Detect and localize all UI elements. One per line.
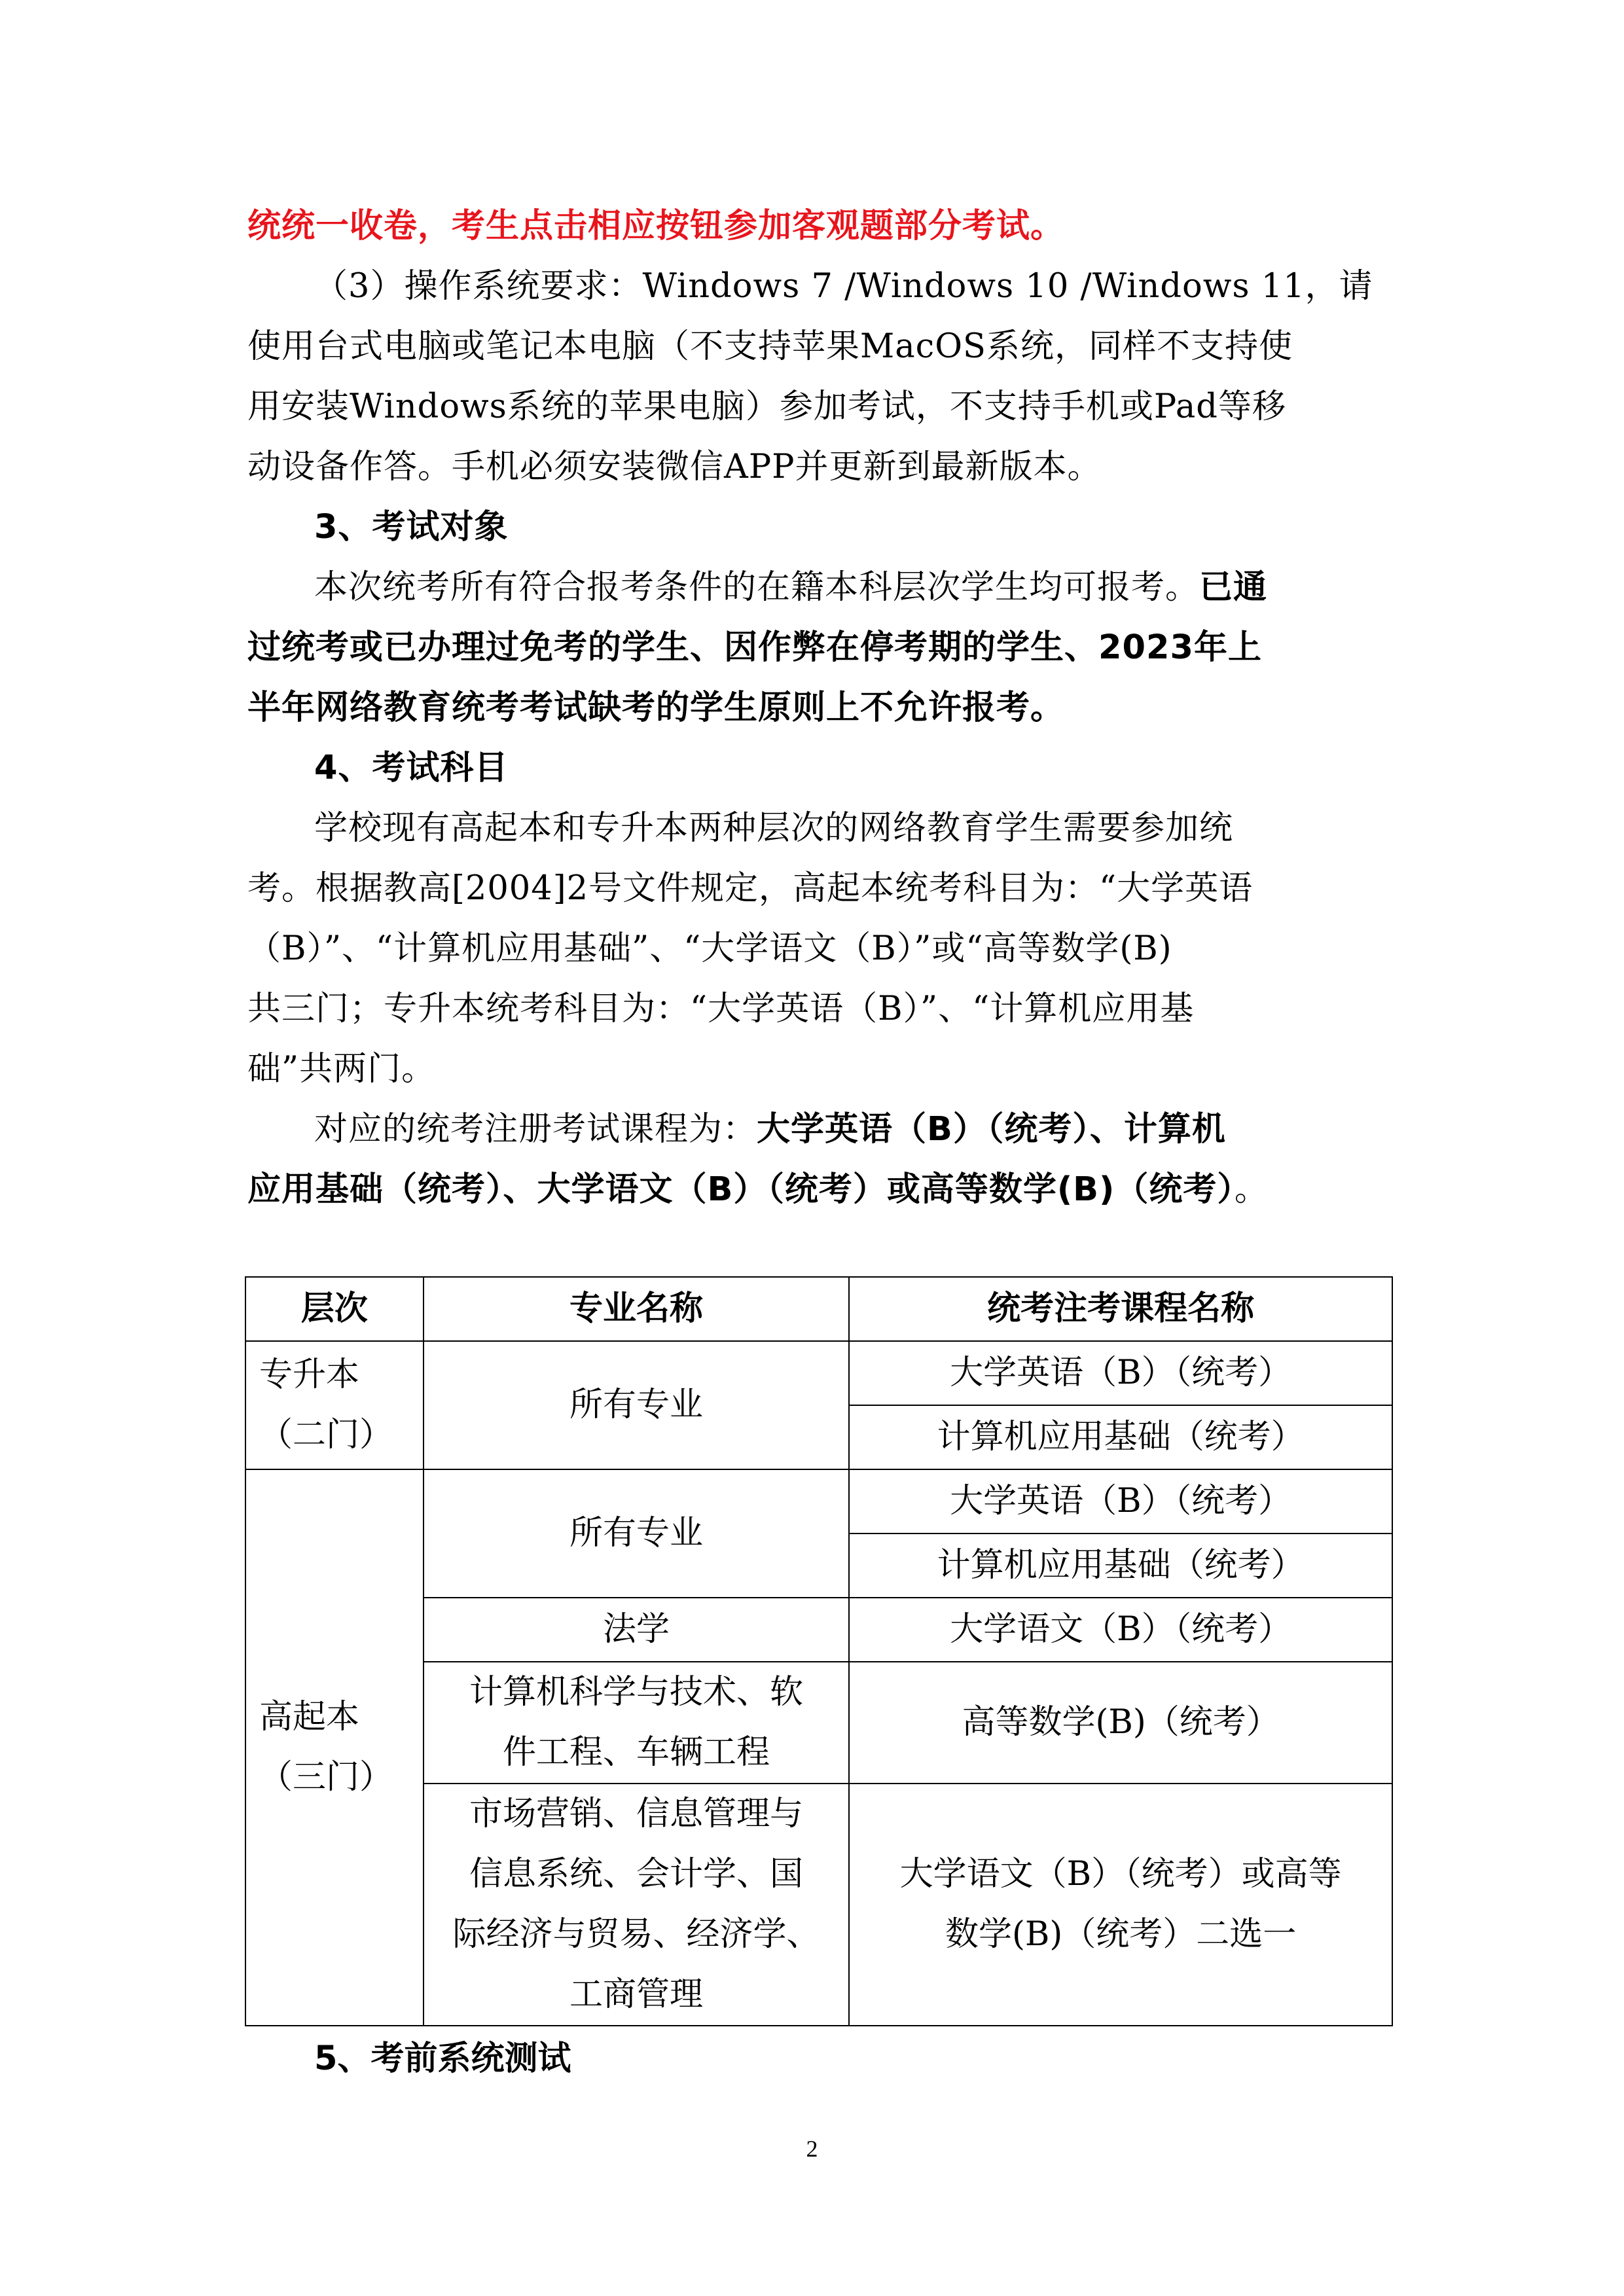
major-biz-line-1: 市场营销、信息管理与	[469, 1795, 804, 1833]
section-3-para-line-1	[247, 558, 1390, 618]
course-chinese: 大学语文（B）（统考）	[849, 1598, 1392, 1662]
course-choice-line-2: 数学(B)（统考）二选一	[945, 1915, 1297, 1954]
course-english-gqb: 大学英语（B）（统考）	[849, 1469, 1392, 1534]
section-4-bold-text-1: 大学英语（B）（统考）、计算机	[757, 1110, 1226, 1149]
os-requirement-line-4: 动设备作答。手机必须安装微信APP并更新到最新版本。	[247, 448, 1102, 486]
section-4-bold-text-2: 应用基础（统考）、大学语文（B）（统考）或高等数学(B)（统考）	[247, 1170, 1235, 1209]
course-choice	[849, 1784, 1392, 2026]
level-count: （二门）	[259, 1416, 393, 1454]
major-law: 法学	[424, 1598, 850, 1662]
table-header-row	[245, 1277, 1392, 1341]
major-biz-line-2: 信息系统、会计学、国	[469, 1855, 804, 1893]
major-all-gqb: 所有专业	[424, 1469, 850, 1598]
major-biz-group	[424, 1784, 850, 2026]
section-3-heading: 3、考试对象	[314, 508, 509, 547]
major-biz-line-4: 工商管理	[569, 1975, 704, 2014]
major-cs-group	[424, 1662, 850, 1784]
section-4-para-line-2: 考。根据教高[2004]2号文件规定，高起本统考科目为：“大学英语	[247, 869, 1254, 908]
section-5-heading: 5、考前系统测试	[314, 2039, 571, 2078]
body-text	[247, 196, 1390, 1220]
course-computer-zsb: 计算机应用基础（统考）	[849, 1405, 1392, 1469]
level-zhuanshengben	[245, 1341, 424, 1469]
section-4-period: 。	[1234, 1170, 1269, 1209]
section-4-para-line-5: 础”共两门。	[247, 1050, 436, 1088]
header-course: 统考注考课程名称	[849, 1277, 1392, 1341]
course-english-zsb: 大学英语（B）（统考）	[849, 1341, 1392, 1405]
notice-line-red: 统统一收卷，考生点击相应按钮参加客观题部分考试。	[247, 207, 1065, 245]
section-4-para-line-1: 学校现有高起本和专升本两种层次的网络教育学生需要参加统	[314, 809, 1234, 848]
major-cs-line-2: 件工程、车辆工程	[503, 1733, 770, 1772]
level-gaoqiben	[245, 1469, 424, 2026]
section-3-para-line-2: 过统考或已办理过免考的学生、因作弊在停考期的学生、2023年上	[247, 628, 1262, 667]
os-requirement-line-1: （3）操作系统要求：Windows 7 /Windows 10 /Windows 11，请	[314, 267, 1373, 306]
section-4-para2-line-2	[247, 1160, 1390, 1220]
course-math: 高等数学(B)（统考）	[849, 1662, 1392, 1784]
section-4-para2-line-1	[247, 1100, 1390, 1160]
section-3-plain-text: 本次统考所有符合报考条件的在籍本科层次学生均可报考。	[314, 568, 1200, 607]
table-row	[245, 1341, 1392, 1405]
table-row	[245, 1469, 1392, 1534]
level-name: 高起本	[259, 1698, 360, 1736]
section-4-plain-text: 对应的统考注册考试课程为：	[314, 1110, 757, 1149]
header-level: 层次	[245, 1277, 424, 1341]
page-number: 2	[806, 2136, 818, 2162]
level-name: 专升本	[259, 1355, 360, 1394]
course-table	[245, 1276, 1393, 2026]
major-all-zsb: 所有专业	[424, 1341, 850, 1469]
section-4-heading: 4、考试科目	[314, 749, 509, 787]
section-3-para-line-3: 半年网络教育统考考试缺考的学生原则上不允许报考。	[247, 689, 1065, 727]
major-biz-line-3: 际经济与贸易、经济学、	[452, 1915, 820, 1954]
level-count: （三门）	[259, 1758, 393, 1797]
course-computer-gqb: 计算机应用基础（统考）	[849, 1534, 1392, 1598]
major-cs-line-1: 计算机科学与技术、软	[469, 1673, 804, 1712]
section-4-para-line-4: 共三门；专升本统考科目为：“大学英语（B）”、“计算机应用基	[247, 990, 1195, 1028]
section-4-para-line-3: （B）”、“计算机应用基础”、“大学语文（B）”或“高等数学(B)	[247, 929, 1172, 968]
os-requirement-line-2: 使用台式电脑或笔记本电脑（不支持苹果MacOS系统，同样不支持使	[247, 327, 1293, 366]
header-major: 专业名称	[424, 1277, 850, 1341]
course-choice-line-1: 大学语文（B）（统考）或高等	[899, 1855, 1342, 1893]
os-requirement-line-3: 用安装Windows系统的苹果电脑）参加考试，不支持手机或Pad等移	[247, 387, 1286, 426]
section-3-bold-text-1: 已通	[1199, 568, 1268, 607]
